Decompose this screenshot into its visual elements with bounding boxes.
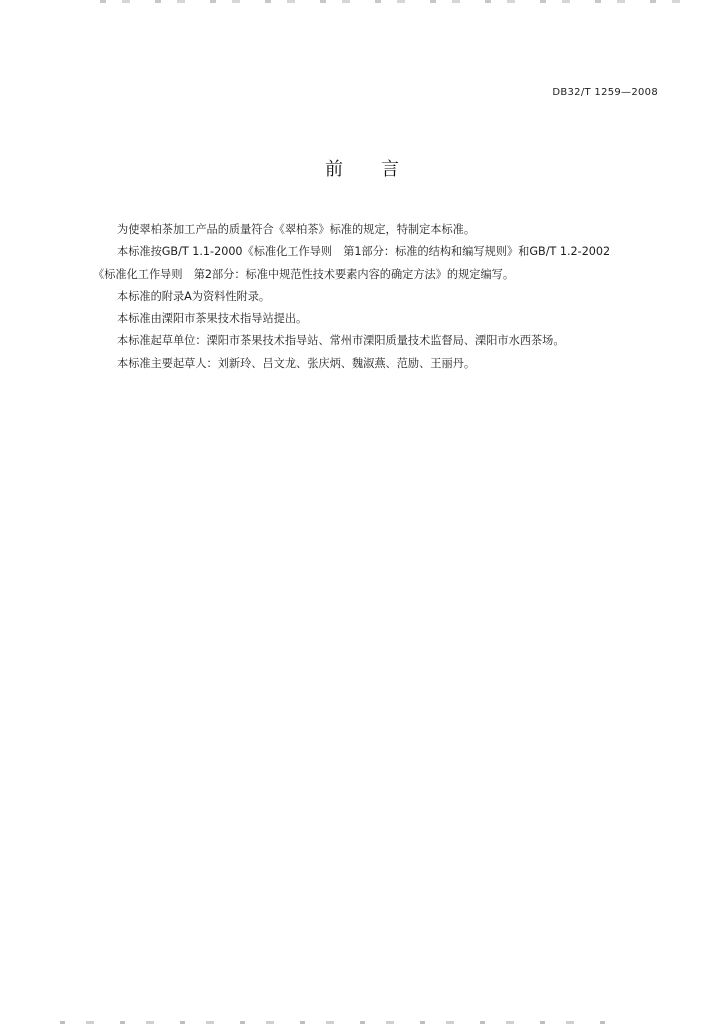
standard-number: DB32/T 1259—2008 — [552, 87, 658, 98]
title-char-1: 前 — [325, 159, 343, 180]
paragraph-drafters: 本标准主要起草人：刘新玲、吕文龙、张庆炳、魏淑燕、范励、王丽丹。 — [117, 356, 476, 370]
paragraph-purpose: 为使翠柏茶加工产品的质量符合《翠柏茶》标准的规定，特制定本标准。 — [117, 223, 476, 236]
paragraph-drafting-rules-continued: 《标准化工作导则 第2部分：标准中规范性技术要素内容的确定方法》的规定编写。 — [93, 267, 515, 281]
page-title — [0, 155, 724, 181]
paragraph-drafting-rules: 本标准按GB/T 1.1-2000《标准化工作导则 第1部分：标准的结构和编写规则》和GB/T 1.2-2002 — [117, 245, 611, 259]
paragraph-drafting-units: 本标准起草单位：溧阳市茶果技术指导站、常州市溧阳质量技术监督局、溧阳市水西茶场。 — [117, 334, 565, 348]
scan-artifact-top — [100, 0, 684, 3]
paragraph-appendix: 本标准的附录A为资料性附录。 — [117, 289, 271, 303]
paragraph-proposer: 本标准由溧阳市茶果技术指导站提出。 — [117, 312, 308, 326]
title-char-2: 言 — [381, 159, 399, 180]
foreword-body — [93, 219, 663, 375]
